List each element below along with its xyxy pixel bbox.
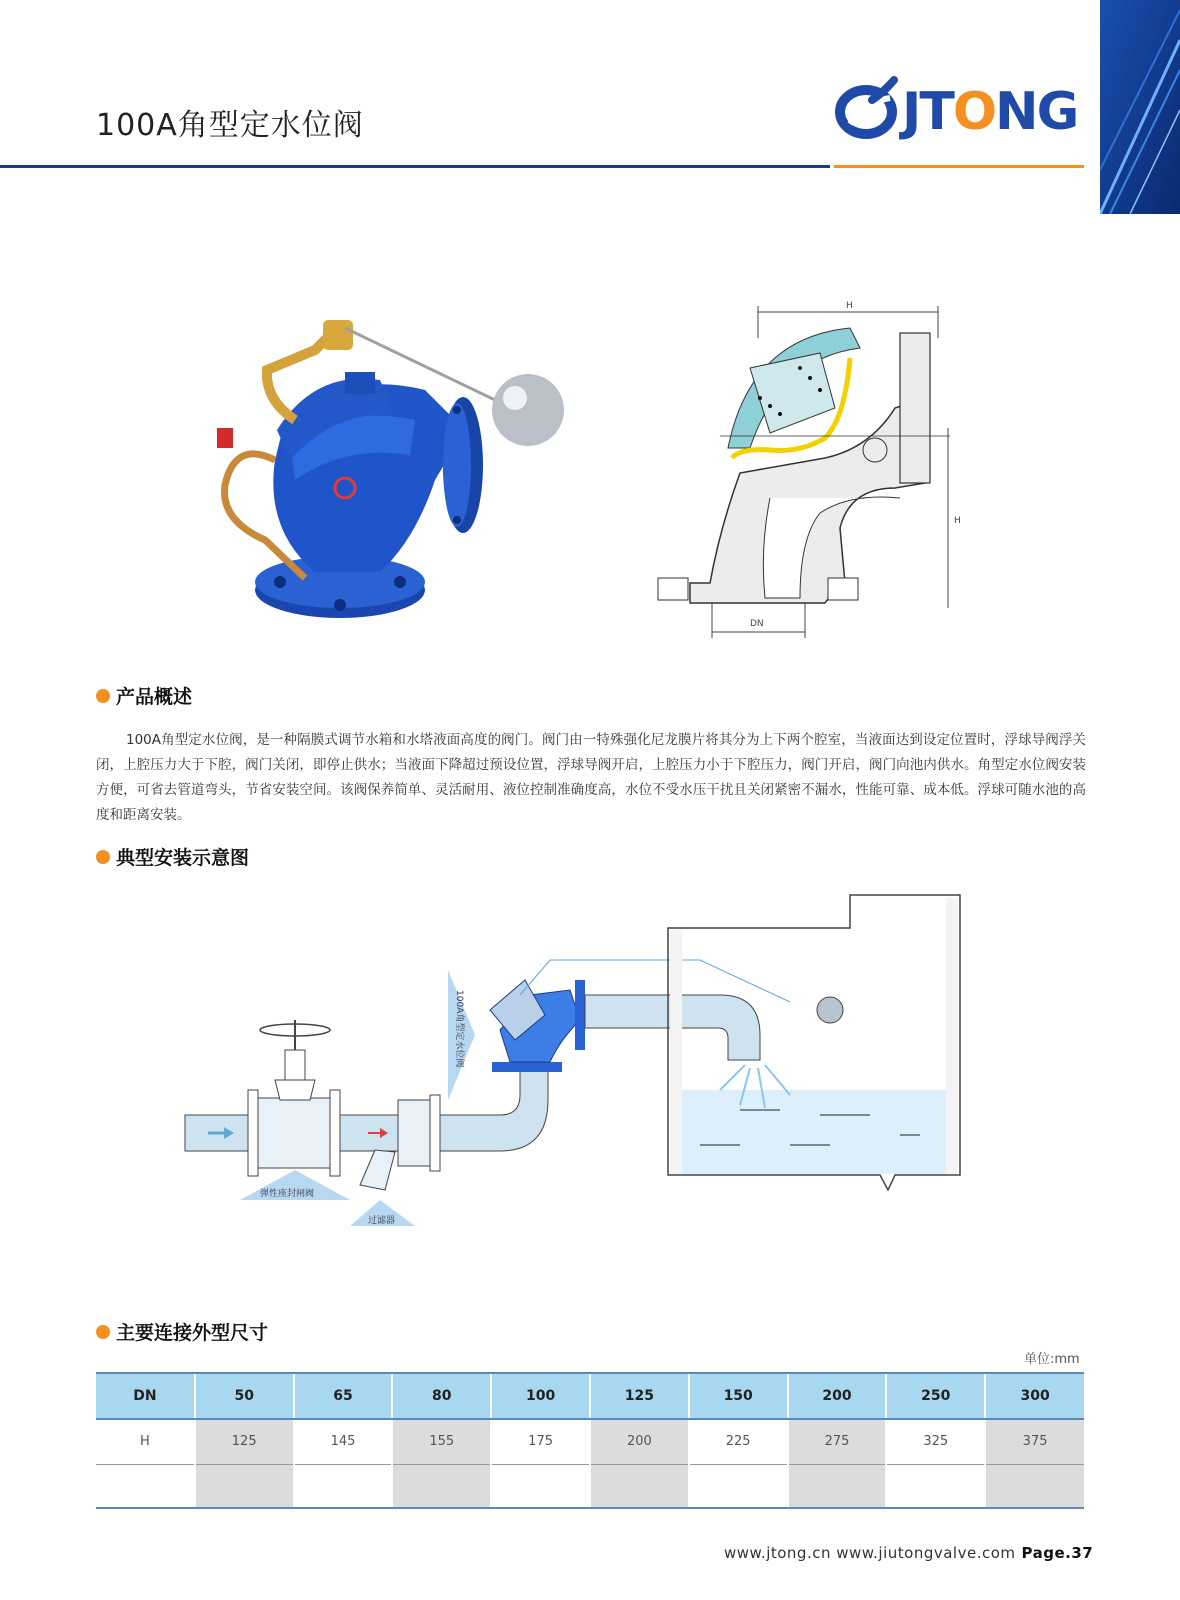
gate-valve-label: 弹性座封闸阀 (260, 1189, 315, 1199)
table-cell (590, 1464, 689, 1508)
valve-callout-label: 100A角型定水位阀 (454, 990, 464, 1068)
table-header-cell: DN (96, 1373, 195, 1419)
overview-paragraph: 100A角型定水位阀，是一种隔膜式调节水箱和水塔液面高度的阀门。阀门由一特殊强化尼龙膜片将其分为上下两个腔室，当液面达到设定位置时，浮球导阀浮关闭，上腔压力大于下腔，阀门关闭，即停止供水；当液面下降超过预设位置，浮球导阀开启，上腔压力小于下腔压力，阀门开启，阀门向池内供水。角型定水位阀安装方便，可省去管道弯头，节省安装空间。该阀保养简单、灵活耐用、液位控制准确度高，水位不受水压干扰且关闭紧密不漏水，性能可靠、成本低。浮球可随水池的高度和距离安装。 (96, 732, 1086, 823)
logo-swirl-icon (832, 72, 902, 152)
bullet-dot-icon (96, 850, 110, 864)
installation-diagram (180, 890, 980, 1250)
dim-label-h-side: H (954, 516, 961, 526)
table-header-row (96, 1373, 1084, 1419)
header-rule-blue (0, 165, 830, 168)
table-header-cell: 300 (985, 1373, 1084, 1419)
table-header-cell: 50 (195, 1373, 294, 1419)
table-cell (195, 1464, 294, 1508)
table-cell (985, 1464, 1084, 1508)
footer-urls: www.jtong.cn www.jiutongvalve.com (724, 1544, 1016, 1562)
table-cell (96, 1464, 195, 1508)
table-cell (491, 1464, 590, 1508)
table-cell: 325 (886, 1419, 985, 1464)
table-header-cell: 200 (788, 1373, 887, 1419)
table-cell (886, 1464, 985, 1508)
table-row (96, 1464, 1084, 1508)
table-cell (294, 1464, 393, 1508)
table-header-cell: 150 (689, 1373, 788, 1419)
table-cell: H (96, 1419, 195, 1464)
dim-label-h-top: H (846, 301, 853, 311)
table-header-cell: 100 (491, 1373, 590, 1419)
table-cell: 200 (590, 1419, 689, 1464)
logo-text: JTONG (902, 82, 1078, 142)
table-cell: 155 (392, 1419, 491, 1464)
table-cell: 225 (689, 1419, 788, 1464)
table-header-cell: 250 (886, 1373, 985, 1419)
bullet-dot-icon (96, 1325, 110, 1339)
header-rule-orange (834, 165, 1084, 168)
table-cell: 145 (294, 1419, 393, 1464)
dimensions-title-text: 主要连接外型尺寸 (116, 1322, 269, 1344)
dimensions-section-title (96, 1318, 268, 1345)
table-cell: 375 (985, 1419, 1084, 1464)
corner-stripe-decoration (1100, 0, 1180, 214)
table-cell (392, 1464, 491, 1508)
dimensions-table (96, 1372, 1084, 1509)
brand-logo (832, 72, 1092, 152)
table-cell (788, 1464, 887, 1508)
table-cell: 125 (195, 1419, 294, 1464)
overview-section-title (96, 682, 192, 709)
product-photo (195, 310, 585, 630)
table-header-cell: 65 (294, 1373, 393, 1419)
bullet-dot-icon (96, 689, 110, 703)
cross-section-drawing (650, 298, 970, 648)
install-section-title (96, 843, 249, 870)
install-title-text: 典型安装示意图 (116, 847, 250, 869)
page-footer (724, 1544, 1093, 1562)
page-title: 100A角型定水位阀 (96, 108, 364, 143)
table-header-cell: 80 (392, 1373, 491, 1419)
table-cell (689, 1464, 788, 1508)
dim-label-dn: DN (750, 619, 764, 629)
table-cell: 275 (788, 1419, 887, 1464)
page-number: Page.37 (1021, 1544, 1094, 1562)
table-header-cell: 125 (590, 1373, 689, 1419)
filter-label: 过滤器 (368, 1216, 396, 1226)
unit-label: 单位:mm (1024, 1352, 1080, 1367)
table-cell: 175 (491, 1419, 590, 1464)
table-row (96, 1419, 1084, 1464)
overview-title-text: 产品概述 (116, 686, 193, 708)
